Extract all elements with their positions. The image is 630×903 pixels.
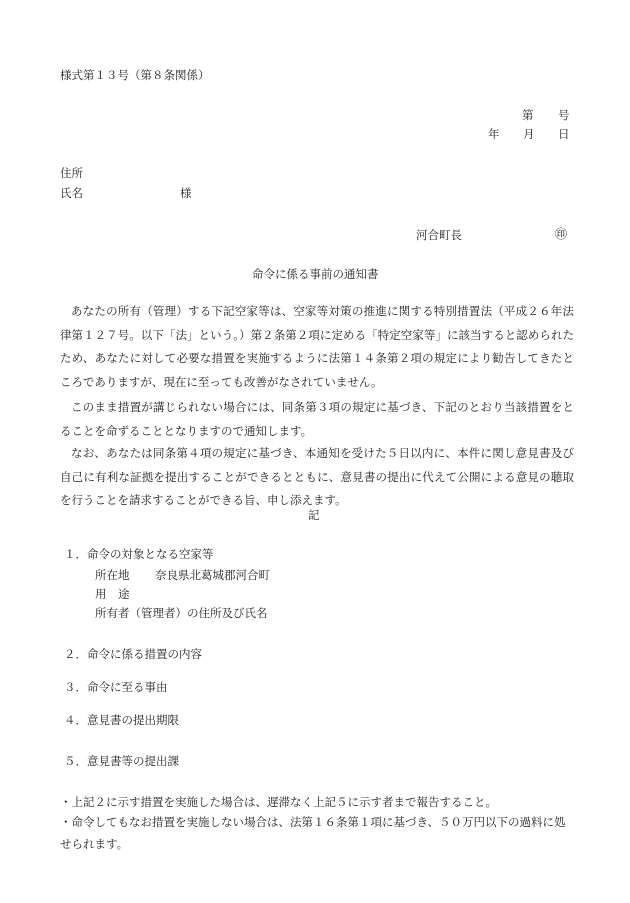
- date-month: 月: [523, 127, 535, 141]
- document-number-label: 第: [522, 108, 534, 122]
- item-2: ２．命令に係る措置の内容: [64, 647, 202, 661]
- sender-title: 河合町長: [416, 228, 462, 242]
- usage-label: 用 途: [95, 587, 130, 601]
- form-label: 様式第１３号（第８条関係）: [60, 68, 210, 82]
- recipient-name-label: 氏名: [60, 186, 83, 200]
- note-1: ・上記２に示す措置を実施した場合は、遅滞なく上記５に示す者まで報告すること。: [60, 795, 497, 809]
- item-1-title: １．命令の対象となる空家等: [64, 547, 214, 561]
- owner-label: 所有者（管理者）の住所及び氏名: [95, 606, 268, 620]
- document-number-suffix: 号: [558, 108, 570, 122]
- date-year: 年: [488, 127, 500, 141]
- body-paragraph-2: このまま措置が講じられない場合には、同条第３項の規定に基づき、下記のとおり当該措置をとることを命ずることとなりますので通知します。: [60, 400, 574, 438]
- body-paragraph-3: なお、あなたは同条第４項の規定に基づき、本通知を受けた５日以内に、本件に関し意見書及び自己に有利な証拠を提出することができるとともに、意見書の提出に代えて公開による意見の聴取を行うことを請求することができる旨、申し添えます。: [60, 446, 574, 507]
- item-4: ４．意見書の提出期限: [64, 713, 179, 727]
- location-value: 奈良県北葛城郡河合町: [155, 568, 270, 582]
- recipient-address-label: 住所: [60, 166, 83, 180]
- date-day: 日: [558, 127, 570, 141]
- note-2: ・命令してもなお措置を実施しない場合は、法第１６条第１項に基づき、５０万円以下の過料に処せられます。: [60, 815, 566, 851]
- seal-mark: ㊞: [555, 227, 568, 241]
- location-label: 所在地: [95, 568, 130, 582]
- ki-heading: 記: [308, 508, 320, 522]
- item-5: ５．意見書等の提出課: [64, 754, 179, 768]
- item-3: ３．命令に至る事由: [64, 680, 168, 694]
- body-paragraph-1: あなたの所有（管理）する下記空家等は、空家等対策の推進に関する特別措置法（平成２６年法律第１２７号。以下「法」という。）第２条第２項に定める「特定空家等」に該当すると認められたため、あなたに対して必要な措置を実施するように法第１４条第２項の規定により勧告してきたところでありますが、現在に至っても改善がなされていません。: [60, 304, 574, 389]
- recipient-honorific: 様: [180, 186, 192, 200]
- document-title: 命令に係る事前の通知書: [252, 267, 379, 281]
